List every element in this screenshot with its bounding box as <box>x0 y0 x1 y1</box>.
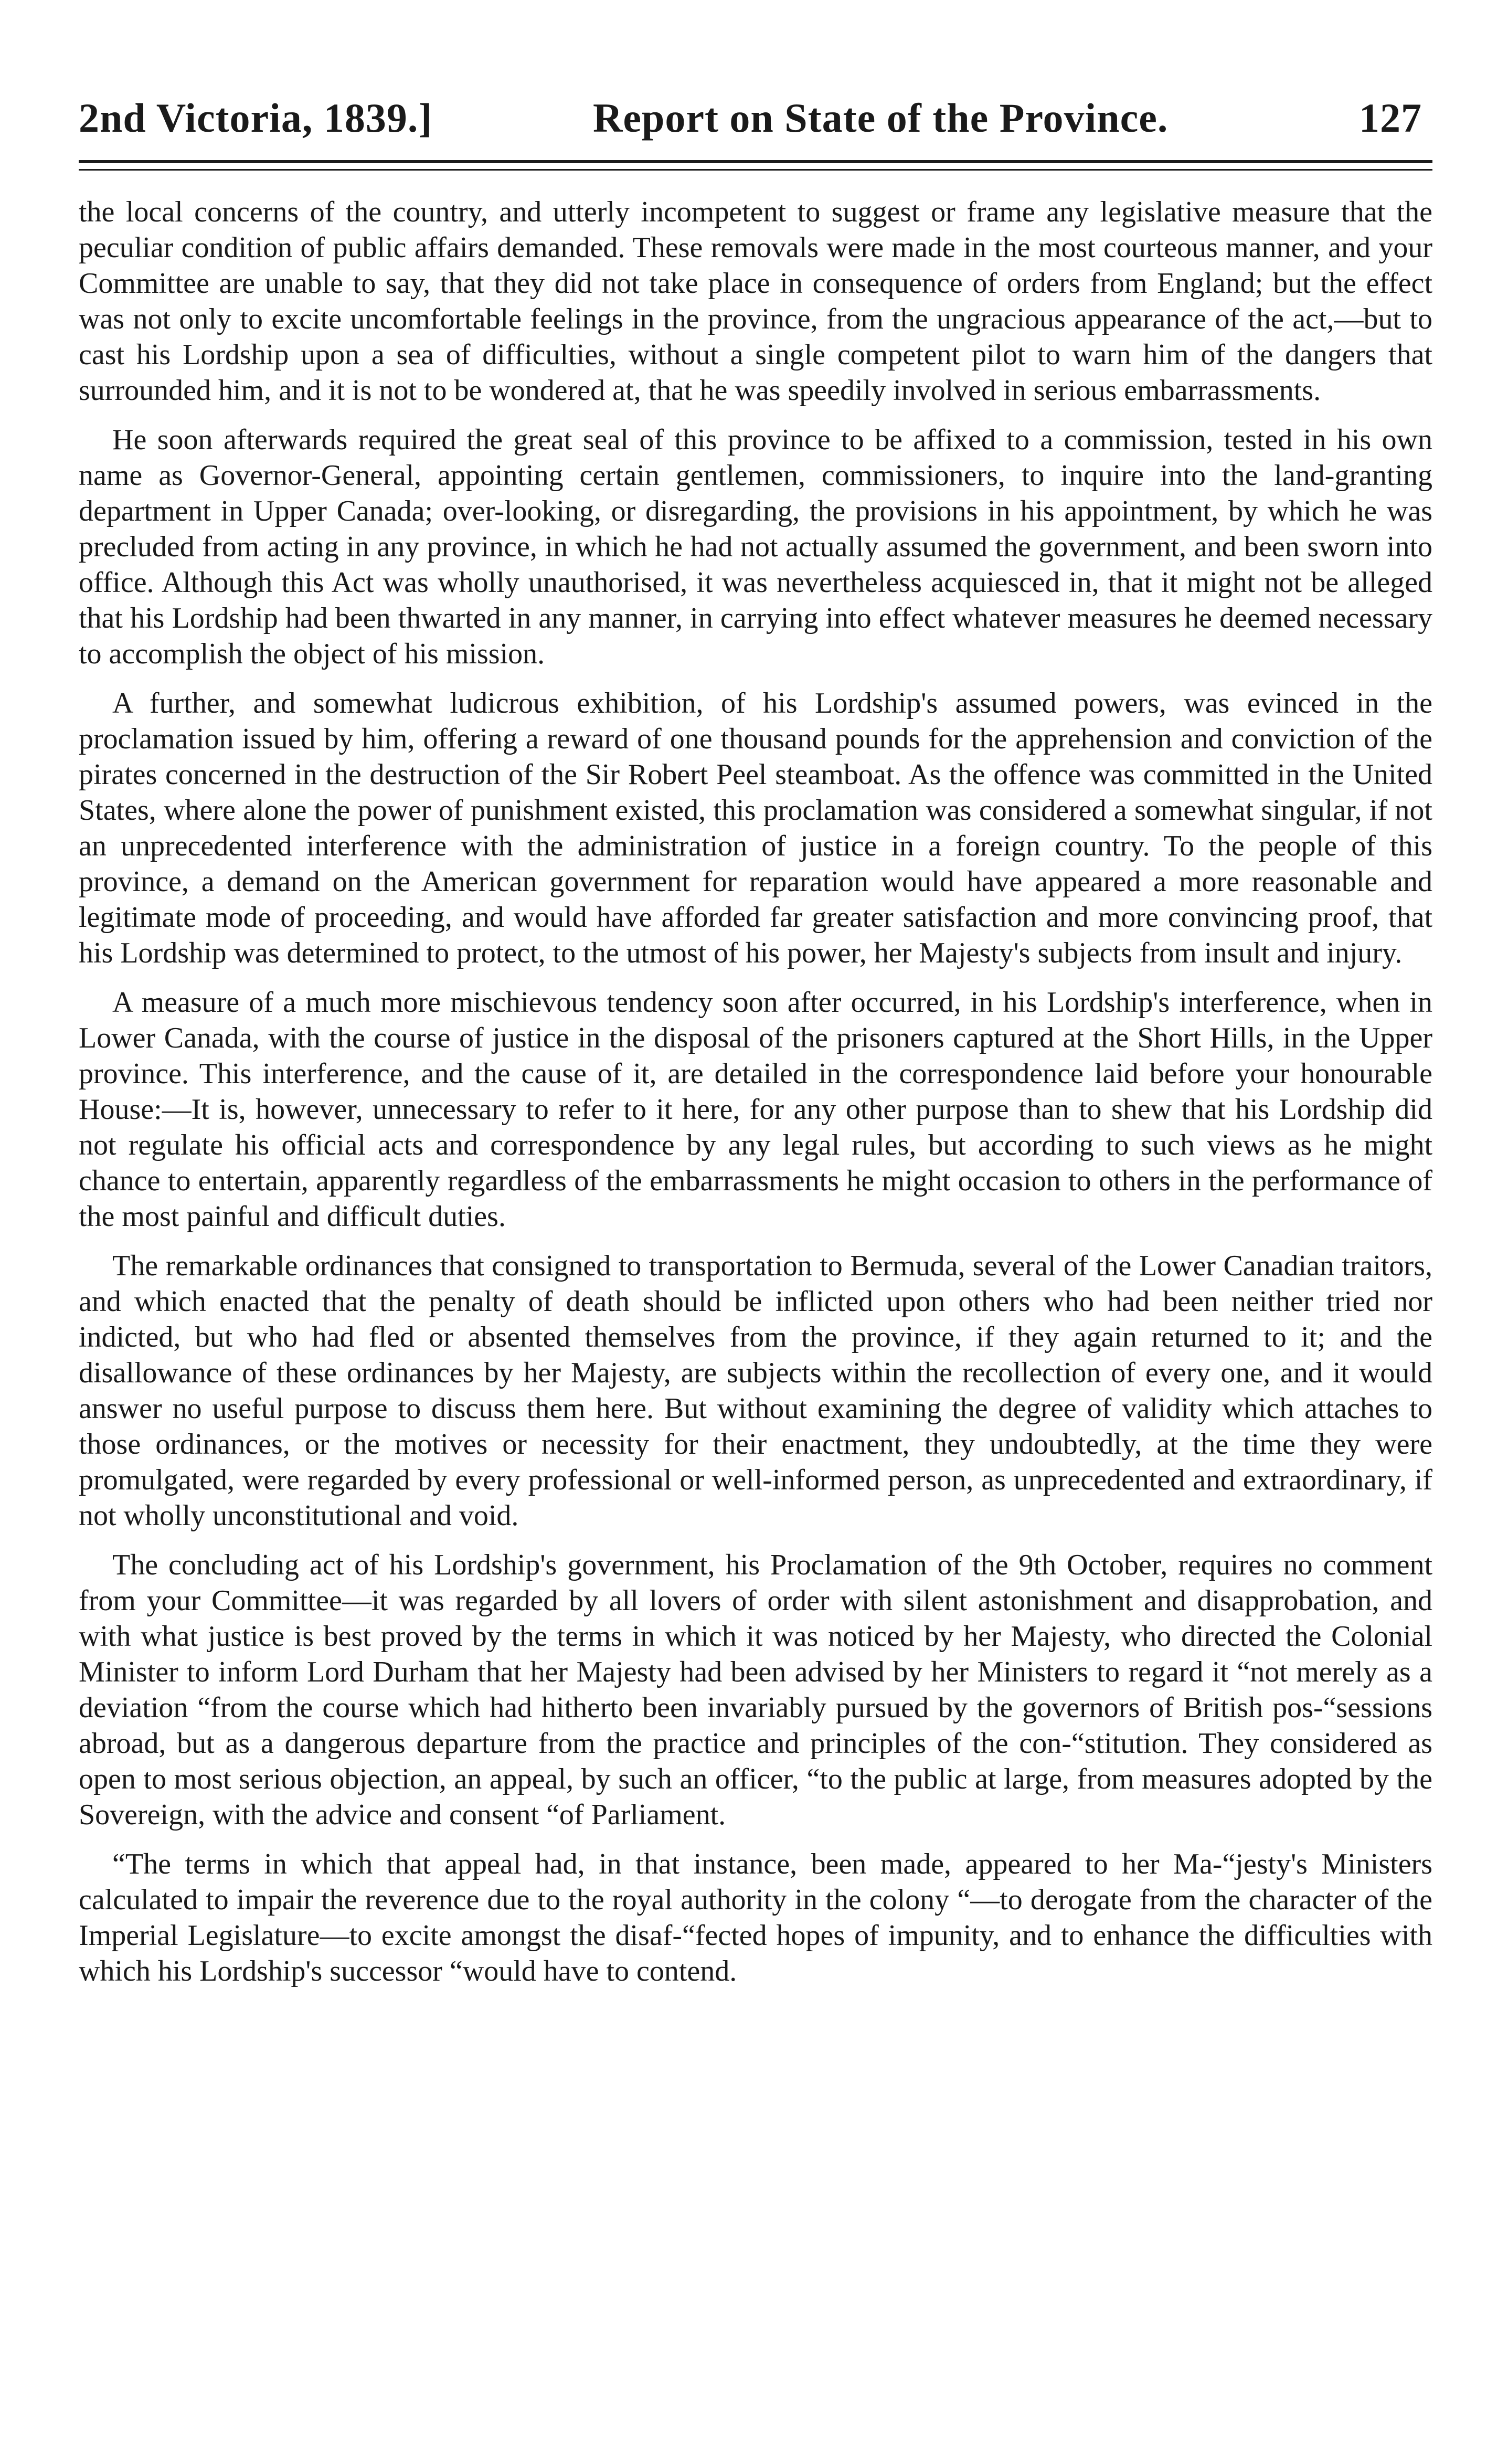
document-page <box>79 79 1432 2414</box>
running-header <box>79 79 1432 157</box>
header-rule-thick <box>79 160 1432 163</box>
paragraph-7: “The terms in which that appeal had, in that instance, been made, appeared to her Ma-“jesty's Ministers calculated to impair the reverence due to the royal authority in the colony “—to derogate from the character of the Imperial Legislature—to excite amongst the disaf-“fected hopes of impunity, and to enhance the difficulties with which his Lordship's successor “would have to contend. <box>79 1848 1432 1987</box>
paragraph-4: A measure of a much more mischievous tendency soon after occurred, in his Lordship's interference, when in Lower Canada, with the course of justice in the disposal of the prisoners captured at the Short Hills, in the Upper province. This interference, and the cause of it, are detailed in the correspondence laid before your honourable House:—It is, however, unnecessary to refer to it here, for any other purpose than to shew that his Lordship did not regulate his official acts and correspondence by any legal rules, but according to such views as he might chance to entertain, apparently regardless of the embarrassments he might occasion to others in the performance of the most painful and difficult duties. <box>79 986 1432 1233</box>
header-title: Report on State of the Province. <box>593 95 1169 141</box>
paragraph-1: the local concerns of the country, and utterly incompetent to suggest or frame any legislative measure that the peculiar condition of public affairs demanded. These removals were made in the most courteous manner, and your Committee are unable to say, that they did not take place in consequence of orders from England; but the effect was not only to excite uncomfortable feelings in the province, from the ungracious appearance of the act,—but to cast his Lordship upon a sea of difficulties, without a single competent pilot to warn him of the dangers that surrounded him, and it is not to be wondered at, that he was speedily involved in serious embarrassments. <box>79 196 1432 407</box>
paragraph-5: The remarkable ordinances that consigned to transportation to Bermuda, several of the Lower Canadian traitors, and which enacted that the penalty of death should be inflicted upon others who had been neither tried nor indicted, but who had fled or absented themselves from the province, if they again returned to it; and the disallowance of these ordinances by her Majesty, are subjects within the recollection of every one, and it would answer no useful purpose to discuss them here. But without examining the degree of validity which attaches to those ordinances, or the motives or necessity for their enactment, they undoubtedly, at the time they were promulgated, were regarded by every professional or well-informed person, as unprecedented and extraordinary, if not wholly unconstitutional and void. <box>79 1250 1432 1532</box>
body-text <box>79 194 1432 2003</box>
page-number: 127 <box>1359 95 1422 141</box>
paragraph-3: A further, and somewhat ludicrous exhibition, of his Lordship's assumed powers, was evinced in the proclamation issued by him, offering a reward of one thousand pounds for the apprehension and conviction of the pirates concerned in the destruction of the Sir Robert Peel steamboat. As the offence was committed in the United States, where alone the power of punishment existed, this proclamation was considered a somewhat singular, if not an unprecedented interference with the administration of justice in a foreign country. To the people of this province, a demand on the American government for reparation would have appeared a more reasonable and legitimate mode of proceeding, and would have afforded far greater satisfaction and more convincing proof, that his Lordship was determined to protect, to the utmost of his power, her Majesty's subjects from insult and injury. <box>79 687 1432 969</box>
header-rule-thin <box>79 169 1432 171</box>
paragraph-6: The concluding act of his Lordship's government, his Proclamation of the 9th October, requires no comment from your Committee—it was regarded by all lovers of order with silent astonishment and disapprobation, and with what justice is best proved by the terms in which it was noticed by her Majesty, who directed the Colonial Minister to inform Lord Durham that her Majesty had been advised by her Ministers to regard it “not merely as a deviation “from the course which had hitherto been invariably pursued by the governors of British pos-“sessions abroad, but as a dangerous departure from the practice and principles of the con-“stitution. They considered as open to most serious objection, an appeal, by such an officer, “to the public at large, from measures adopted by the Sovereign, with the advice and consent “of Parliament. <box>79 1549 1432 1831</box>
paragraph-2: He soon afterwards required the great seal of this province to be affixed to a commission, tested in his own name as Governor-General, appointing certain gentlemen, commissioners, to inquire into the land-granting department in Upper Canada; over-looking, or disregarding, the provisions in his appointment, by which he was precluded from acting in any province, in which he had not actually assumed the government, and been sworn into office. Although this Act was wholly unauthorised, it was nevertheless acquiesced in, that it might not be alleged that his Lordship had been thwarted in any manner, in carrying into effect whatever measures he deemed necessary to accomplish the object of his mission. <box>79 424 1432 670</box>
header-session: 2nd Victoria, 1839.] <box>79 95 433 141</box>
